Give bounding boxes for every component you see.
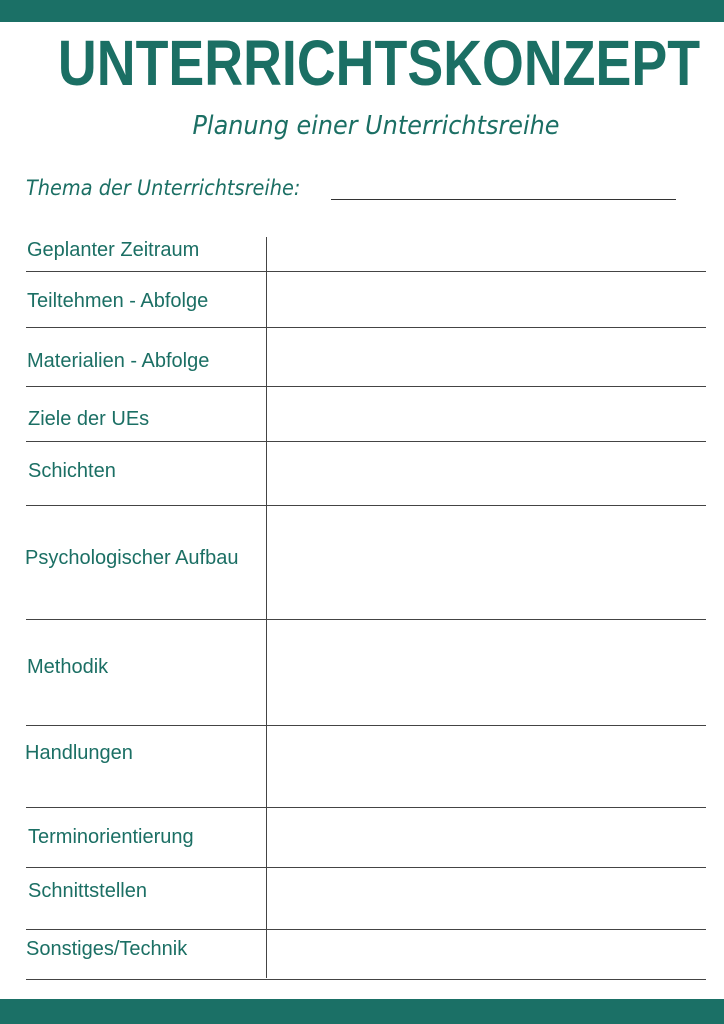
- row-separator: [26, 867, 706, 868]
- row-separator: [26, 619, 706, 620]
- row-label-methodik: Methodik: [27, 656, 109, 678]
- row-field-terminorientierung[interactable]: [270, 809, 702, 866]
- row-label-materialien-abfolge: Materialien - Abfolge: [27, 350, 210, 372]
- row-separator: [26, 979, 706, 980]
- row-field-sonstiges-technik[interactable]: [270, 931, 702, 978]
- row-label-teiltehmen-abfolge: Teiltehmen - Abfolge: [27, 290, 209, 312]
- row-field-geplanter-zeitraum[interactable]: [270, 238, 702, 270]
- row-label-geplanter-zeitraum: Geplanter Zeitraum: [27, 239, 200, 261]
- top-color-band: [0, 0, 724, 22]
- row-field-ziele-der-ues[interactable]: [270, 388, 702, 440]
- row-label-ziele-der-ues: Ziele der UEs: [28, 408, 150, 430]
- row-label-schichten: Schichten: [28, 460, 116, 482]
- row-label-terminorientierung: Terminorientierung: [28, 826, 194, 848]
- row-field-teiltehmen-abfolge[interactable]: [270, 273, 702, 326]
- row-field-methodik[interactable]: [270, 621, 702, 724]
- row-field-materialien-abfolge[interactable]: [270, 329, 702, 385]
- page-title: UNTERRICHTSKONZEPT: [57, 27, 701, 99]
- page-subtitle: Planung einer Unterrichtsreihe: [192, 111, 560, 141]
- row-field-psychologischer-aufbau[interactable]: [270, 507, 702, 618]
- row-field-schichten[interactable]: [270, 443, 702, 504]
- row-separator: [26, 725, 706, 726]
- row-label-sonstiges-technik: Sonstiges/Technik: [26, 938, 188, 960]
- bottom-color-band: [0, 999, 724, 1024]
- row-separator: [26, 441, 706, 442]
- topic-label: Thema der Unterrichtsreihe:: [26, 176, 301, 200]
- row-separator: [26, 327, 706, 328]
- row-label-handlungen: Handlungen: [25, 742, 133, 764]
- row-separator: [26, 807, 706, 808]
- row-separator: [26, 386, 706, 387]
- row-separator: [26, 505, 706, 506]
- row-label-psychologischer-aufbau: Psychologischer Aufbau: [25, 547, 239, 569]
- row-field-schnittstellen[interactable]: [270, 869, 702, 928]
- topic-field[interactable]: [331, 199, 676, 200]
- row-separator: [26, 271, 706, 272]
- row-field-handlungen[interactable]: [270, 727, 702, 806]
- row-separator: [26, 929, 706, 930]
- row-label-schnittstellen: Schnittstellen: [28, 880, 147, 902]
